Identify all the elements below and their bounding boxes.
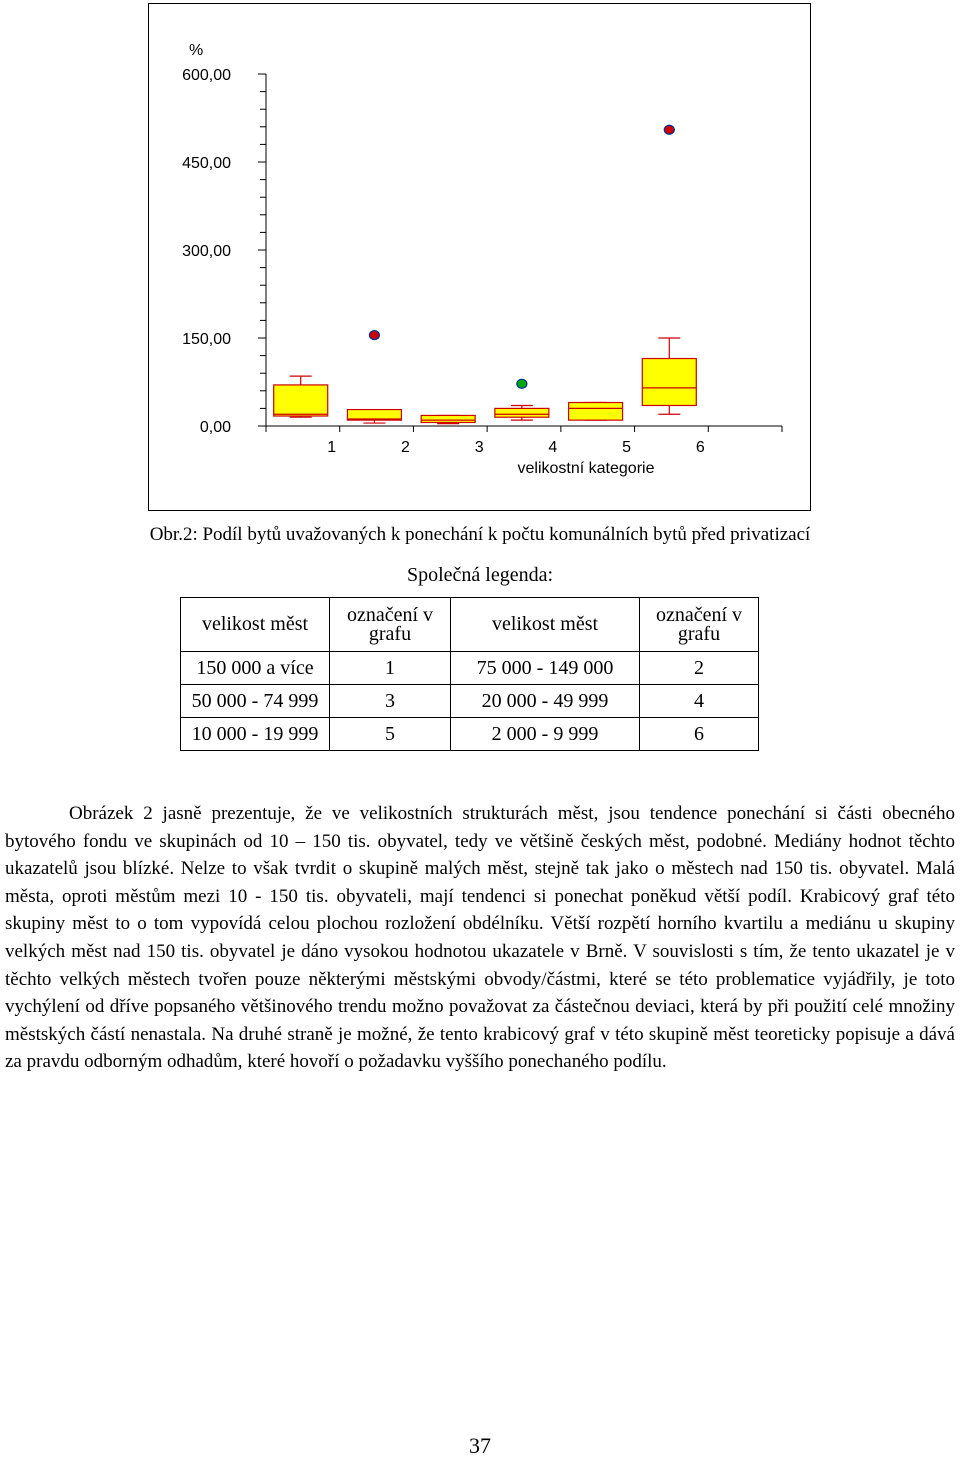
outlier-point bbox=[517, 379, 527, 388]
outlier-point bbox=[369, 331, 379, 340]
box-3 bbox=[421, 415, 475, 423]
legend-cell: 5 bbox=[330, 718, 451, 751]
legend-cell: 1 bbox=[330, 652, 451, 685]
legend-cell: 150 000 a více bbox=[181, 652, 330, 685]
iqr-box bbox=[274, 385, 328, 416]
legend-row bbox=[181, 652, 759, 685]
legend-cell: 2 000 - 9 999 bbox=[451, 718, 640, 751]
boxes bbox=[274, 125, 697, 423]
box-2 bbox=[347, 331, 401, 424]
x-tick-label: 2 bbox=[400, 439, 410, 456]
legend-header-cell: označení v grafu bbox=[640, 598, 759, 652]
legend-table bbox=[180, 597, 759, 751]
x-axis bbox=[266, 426, 782, 456]
x-tick-label: 5 bbox=[622, 439, 632, 456]
legend-header-cell: velikost měst bbox=[181, 598, 330, 652]
box-6 bbox=[642, 125, 696, 414]
legend-header-cell: označení v grafu bbox=[330, 598, 451, 652]
legend-cell: 75 000 - 149 000 bbox=[451, 652, 640, 685]
page-number: 37 bbox=[469, 1433, 491, 1458]
x-tick-label: 6 bbox=[695, 439, 705, 456]
x-axis-label: velikostní kategorie bbox=[517, 460, 655, 477]
y-tick-label: 0,00 bbox=[199, 419, 231, 436]
x-tick-label: 3 bbox=[474, 439, 484, 456]
y-tick-label: 600,00 bbox=[182, 67, 231, 84]
y-axis bbox=[182, 67, 266, 436]
y-tick-label: 450,00 bbox=[182, 155, 231, 172]
legend-title: Společná legenda: bbox=[406, 564, 554, 586]
body-paragraph: Obrázek 2 jasně prezentuje, že ve velikostních strukturách měst, jsou tendence ponechání si části obecného bytového fondu ve skupinách od 10 – 150 tis. obyvatel, tedy ve většině českých měst, podobné. Mediány hodnot těchto ukazatelů jsou blízké. Nelze to však tvrdit o skupině malých měst, stejně tak jako o městech nad 150 tis. obyvatel. Malá města, oproti městům mezi 10 - 150 tis. obyvateli, mají tendenci si ponechat poněkud větší podíl. Krabicový graf této skupiny měst to o tom vypovídá celou plochou rozložení obdélníku. Větší rozpětí horního kvartilu a mediánu u skupiny velkých měst nad 150 tis. obyvatel je dáno vysokou hodnotou ukazatele v Brně. V souvislosti s tím, že tento ukazatel je v těchto velkých městech tvořen pouze některými městskými obvody/částmi, které se této problematice vyjádřily, je toto vychýlení od dříve popsaného většinového trendu možno považovat za částečnou deviaci, která by při použití celé množiny městských částí nenastala. Na druhé straně je možné, že tento krabicový graf v této skupině měst teoreticky popisuje a dává za pravdu odborným odhadům, které hovoří o požadavku vyššího ponechaného podílu. bbox=[5, 803, 955, 1073]
legend-header-cell: velikost měst bbox=[451, 598, 640, 652]
legend-cell: 6 bbox=[640, 718, 759, 751]
x-tick-label: 1 bbox=[327, 439, 337, 456]
iqr-box bbox=[495, 408, 549, 417]
y-unit-label: % bbox=[189, 42, 204, 59]
iqr-box bbox=[642, 359, 696, 406]
legend-cell: 10 000 - 19 999 bbox=[181, 718, 330, 751]
box-plot-chart bbox=[149, 4, 812, 512]
chart-frame bbox=[148, 3, 811, 511]
legend-cell: 50 000 - 74 999 bbox=[181, 685, 330, 718]
legend-header-row bbox=[181, 598, 759, 652]
legend-cell: 2 bbox=[640, 652, 759, 685]
y-tick-label: 300,00 bbox=[182, 243, 231, 260]
box-1 bbox=[274, 376, 328, 417]
legend-cell: 20 000 - 49 999 bbox=[451, 685, 640, 718]
box-4 bbox=[495, 379, 549, 420]
x-tick-label: 4 bbox=[548, 439, 558, 456]
iqr-box bbox=[569, 403, 623, 421]
legend-cell: 4 bbox=[640, 685, 759, 718]
legend-cell: 3 bbox=[330, 685, 451, 718]
outlier-point bbox=[664, 125, 674, 134]
box-5 bbox=[569, 403, 623, 421]
figure-caption: Obr.2: Podíl bytů uvažovaných k ponechání k počtu komunálních bytů před privatizací bbox=[149, 524, 811, 545]
legend-row bbox=[181, 685, 759, 718]
y-tick-label: 150,00 bbox=[182, 331, 231, 348]
legend-row bbox=[181, 718, 759, 751]
iqr-box bbox=[421, 415, 475, 422]
